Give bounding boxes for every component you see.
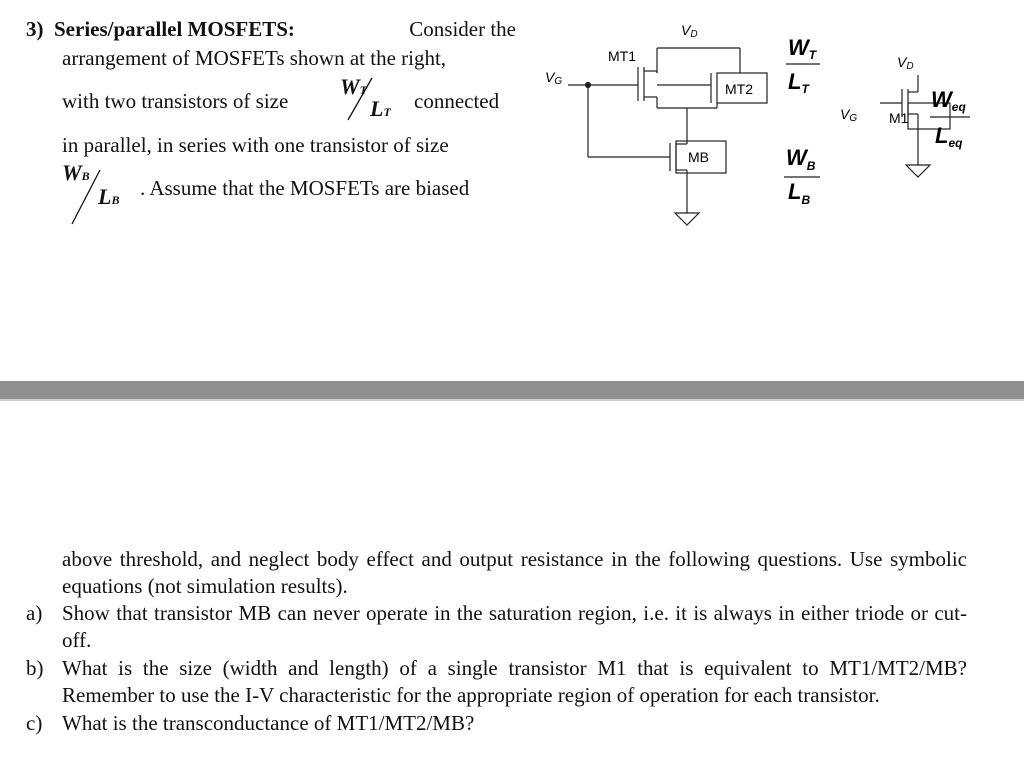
intro-line3a: with two transistors of size <box>62 89 289 113</box>
inline-lb: LB <box>98 184 120 209</box>
intro-line2: arrangement of MOSFETs shown at the right, <box>62 46 447 70</box>
mb-label: MB <box>688 149 709 165</box>
svg-text:LB: $L_B$ <box>788 179 811 207</box>
question-list <box>26 600 967 738</box>
vd-label-left: VD <box>681 22 698 40</box>
mosfet-circuit-diagram <box>530 15 1020 240</box>
diagram-fraction-wt-lt <box>786 35 820 96</box>
svg-text:WT: WT <box>788 35 817 62</box>
inline-wb: WB <box>62 160 90 185</box>
svg-text:Leq: Leq <box>935 123 963 150</box>
question-b-text: What is the size (width and length) of a single transistor M1 that is equivalent to MT1/MT2/MB? Remember to use the I-V characteristic for the appropriate region of operation for each transistor. <box>62 656 967 707</box>
inline-wt: WT <box>340 74 367 99</box>
continuation-paragraph: above threshold, and neglect body effect and output resistance in the following questions. Use symbolic equations (not simulation results). <box>62 547 967 598</box>
svg-text:LT: LT <box>788 69 809 96</box>
question-a <box>26 600 967 654</box>
inline-lt: LT <box>370 96 391 121</box>
intro-line3b: connected <box>414 89 500 113</box>
vd-label-right: VD <box>897 54 914 72</box>
svg-text:WB: $W_B$ <box>786 145 816 173</box>
question-b <box>26 655 967 709</box>
diagram-fraction-wb-lb <box>784 145 820 207</box>
intro-line1-rest: Consider the <box>409 17 516 41</box>
svg-text:Weq: Weq <box>931 87 966 114</box>
question-b-label: b) <box>26 656 44 680</box>
question-c-text: What is the transconductance of MT1/MT2/MB? <box>62 711 475 735</box>
mt2-label: MT2 <box>725 81 753 97</box>
intro-line5b: . Assume that the MOSFETs are biased <box>140 176 470 200</box>
m1-label: M1 <box>889 110 909 126</box>
intro-line4: in parallel, in series with one transistor of size <box>62 133 449 157</box>
mt1-label: MT1 <box>608 48 636 64</box>
page-divider <box>0 381 1024 399</box>
problem-title: Series/parallel MOSFETS: <box>54 17 295 41</box>
vg-label-right: VG <box>840 106 858 124</box>
page-divider-shadow <box>0 399 1024 401</box>
question-a-text: Show that transistor MB can never operate in the saturation region, i.e. it is always in either triode or cut-off. <box>62 601 967 652</box>
vg-label-left: VG <box>545 69 563 87</box>
question-a-label: a) <box>26 601 43 625</box>
problem-number: 3) <box>26 17 44 41</box>
question-c-label: c) <box>26 711 43 735</box>
question-c <box>26 710 967 737</box>
